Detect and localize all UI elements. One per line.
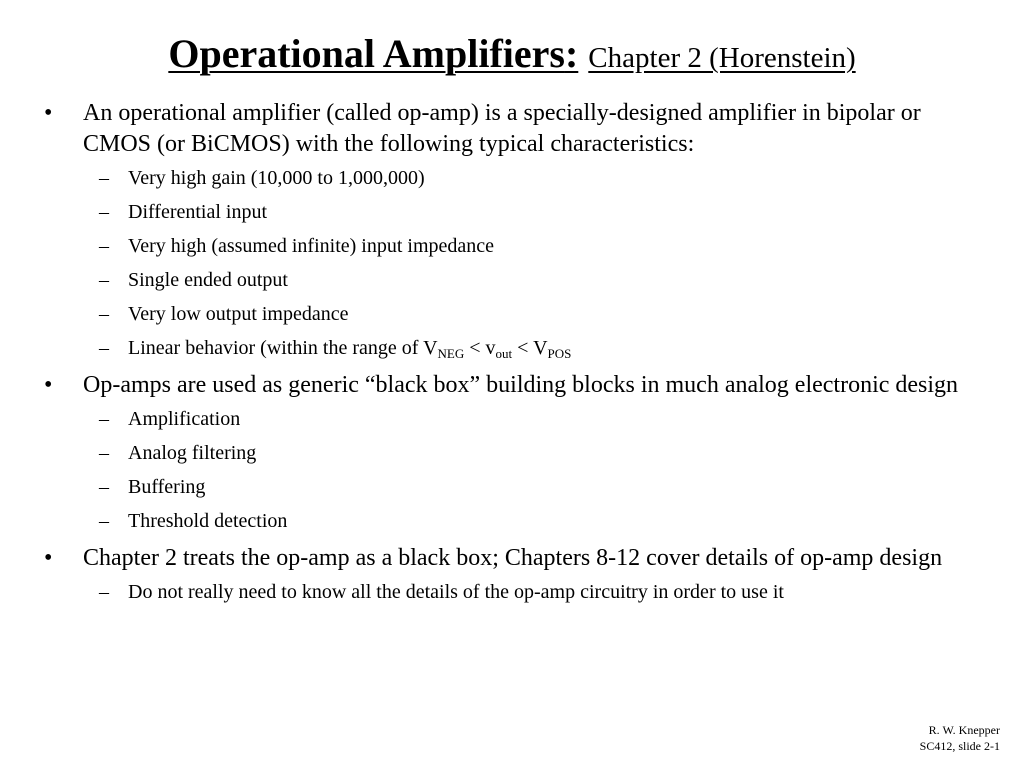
bullet-text: An operational amplifier (called op-amp) is a specially-designed amplifier in bipolar or CMOS (or BiCMOS) with the following typical characteristics: xyxy=(83,100,921,157)
bullet-item xyxy=(0,370,1024,401)
title-subtitle: Chapter 2 (Horenstein) xyxy=(588,42,856,74)
dash-glyph: – xyxy=(99,442,109,464)
bullet-text: Chapter 2 treats the op-amp as a black box; Chapters 8-12 cover details of op-amp design xyxy=(83,545,943,571)
slide-footer xyxy=(920,722,1000,754)
footer-author: R. W. Knepper xyxy=(928,723,1000,737)
sub-bullet-item xyxy=(0,407,1024,431)
slide-title xyxy=(0,30,1024,77)
footer-slide-ref: SC412, slide 2-1 xyxy=(919,739,1000,753)
sub-bullet-item xyxy=(0,441,1024,465)
slide-body xyxy=(0,98,1024,614)
subscript-neg: NEG xyxy=(437,346,465,361)
dash-glyph: – xyxy=(99,337,109,359)
sub-bullet-text: Differential input xyxy=(128,201,268,223)
sub-bullet-item xyxy=(0,234,1024,258)
sub-bullet-text: Do not really need to know all the details of the op-amp circuitry in order to use it xyxy=(128,581,784,603)
linear-mid-1: < v xyxy=(464,337,496,359)
bullet-item xyxy=(0,543,1024,574)
sub-bullet-text: Analog filtering xyxy=(128,442,257,464)
sub-bullet-text: Amplification xyxy=(128,408,241,430)
bullet-glyph: • xyxy=(44,372,53,398)
sub-bullet-item xyxy=(0,509,1024,533)
dash-glyph: – xyxy=(99,510,109,532)
title-separator: : xyxy=(564,31,579,76)
linear-prefix: Linear behavior (within the range of V xyxy=(128,337,438,359)
dash-glyph: – xyxy=(99,201,109,223)
dash-glyph: – xyxy=(99,269,109,291)
subscript-pos: POS xyxy=(547,346,572,361)
dash-glyph: – xyxy=(99,408,109,430)
linear-mid-2: < V xyxy=(512,337,548,359)
sub-bullet-linear-behavior xyxy=(0,336,1024,360)
sub-bullet-text: Very low output impedance xyxy=(128,303,349,325)
sub-bullet-text: Buffering xyxy=(128,476,206,498)
sub-bullet-item xyxy=(0,200,1024,224)
subscript-out: out xyxy=(495,346,513,361)
sub-bullet-item xyxy=(0,580,1024,604)
sub-bullet-text: Single ended output xyxy=(128,269,288,291)
sub-bullet-item xyxy=(0,268,1024,292)
sub-bullet-item xyxy=(0,166,1024,190)
bullet-glyph: • xyxy=(44,100,53,126)
dash-glyph: – xyxy=(99,303,109,325)
sub-bullet-text: Very high (assumed infinite) input impedance xyxy=(128,235,495,257)
title-main: Operational Amplifiers xyxy=(168,31,565,76)
bullet-text: Op-amps are used as generic “black box” building blocks in much analog electronic design xyxy=(83,372,959,398)
dash-glyph: – xyxy=(99,581,109,603)
bullet-item xyxy=(0,98,1024,160)
sub-bullet-text: Threshold detection xyxy=(128,510,288,532)
dash-glyph: – xyxy=(99,235,109,257)
dash-glyph: – xyxy=(99,476,109,498)
sub-bullet-text: Very high gain (10,000 to 1,000,000) xyxy=(128,167,425,189)
bullet-glyph: • xyxy=(44,545,53,571)
sub-bullet-item xyxy=(0,302,1024,326)
dash-glyph: – xyxy=(99,167,109,189)
sub-bullet-item xyxy=(0,475,1024,499)
